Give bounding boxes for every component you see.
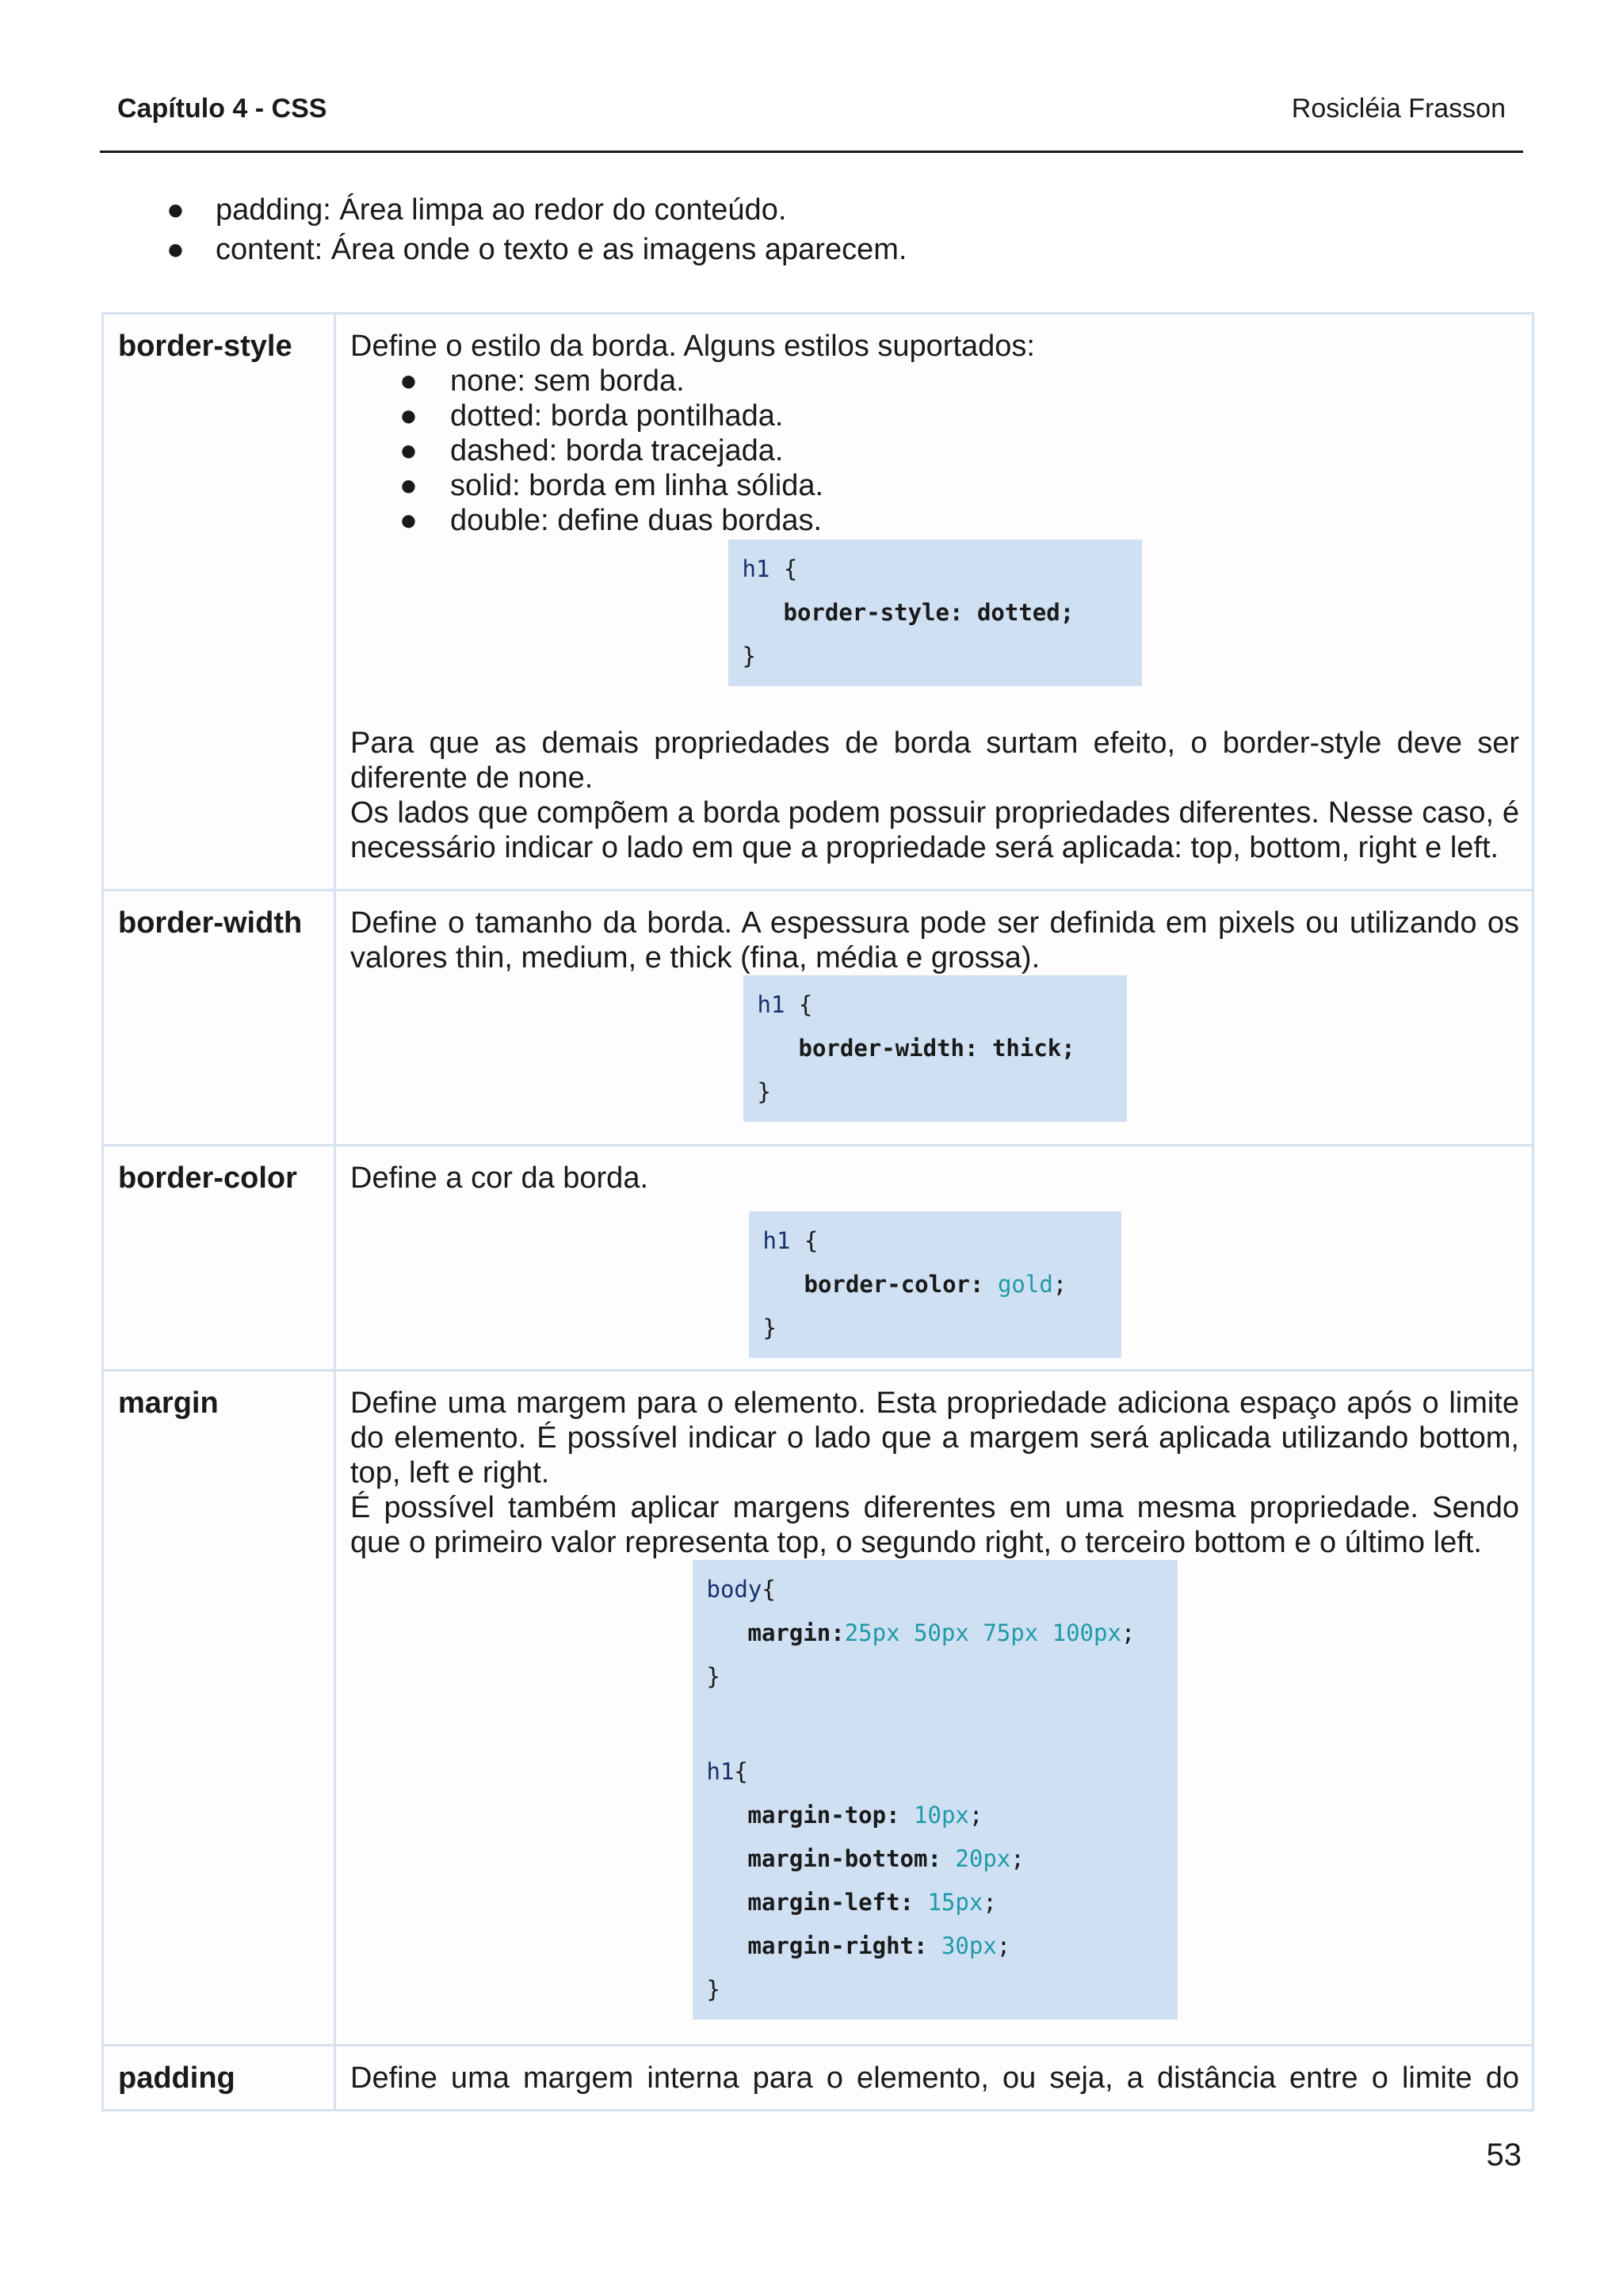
table-row xyxy=(103,891,1533,1146)
bullet-icon: ● xyxy=(399,364,418,398)
chapter-title: Capítulo 4 - CSS xyxy=(117,93,327,124)
description-lead: Define a cor da borda. xyxy=(350,1161,649,1195)
page-header xyxy=(117,93,1506,133)
bullet-icon: ● xyxy=(166,233,185,266)
list-item: ● dotted: borda pontilhada. xyxy=(399,399,784,433)
list-item: ● dashed: borda tracejada. xyxy=(399,434,784,467)
description-cell xyxy=(335,1371,1533,2046)
description-paragraph: É possível também aplicar margens diferentes em uma mesma propriedade. Sendo que o primeiro valor representa top, o segundo right, o terceiro bottom e o último left. xyxy=(350,1491,1519,1559)
list-item: ● none: sem borda. xyxy=(399,364,685,398)
bullet-icon: ● xyxy=(166,193,185,227)
bullet-icon: ● xyxy=(399,504,418,537)
list-item: ● double: define duas bordas. xyxy=(399,504,823,537)
code-block: h1 { border-color: gold; } xyxy=(749,1211,1121,1358)
header-divider xyxy=(100,151,1523,153)
term-cell: border-color xyxy=(103,1146,335,1371)
description-cell xyxy=(335,891,1533,1146)
code-block: h1 { border-width: thick; } xyxy=(743,975,1127,1122)
description-lead: Define o tamanho da borda. A espessura pode ser definida em pixels ou utilizando os valores thin, medium, e thick (fina, média e grossa). xyxy=(350,906,1519,974)
page-number: 53 xyxy=(1486,2138,1522,2172)
description-cell: Define uma margem interna para o elemento, ou seja, a distância entre o limite do xyxy=(335,2046,1533,2111)
bullet-icon: ● xyxy=(399,399,418,433)
term-cell: border-width xyxy=(103,891,335,1146)
list-item: ● content: Área onde o texto e as imagens aparecem. xyxy=(166,230,907,269)
table-row xyxy=(103,314,1533,891)
term-cell: margin xyxy=(103,1371,335,2046)
description-cell xyxy=(335,314,1533,891)
term-cell: border-style xyxy=(103,314,335,891)
intro-list xyxy=(166,190,907,269)
author-name: Rosicléia Frasson xyxy=(1291,93,1506,124)
style-list xyxy=(399,364,1519,538)
description-paragraph: Os lados que compõem a borda podem possuir propriedades diferentes. Nesse caso, é necessário indicar o lado em que a propriedade será aplicada: top, bottom, right e left. xyxy=(350,796,1519,864)
bullet-icon: ● xyxy=(399,469,418,502)
description-paragraph: Define uma margem para o elemento. Esta propriedade adiciona espaço após o limite do elemento. É possível indicar o lado que a margem será aplicada utilizando bottom, top, left e right. xyxy=(350,1386,1519,1489)
bullet-icon: ● xyxy=(399,434,418,467)
properties-table xyxy=(101,312,1534,2111)
table-row xyxy=(103,2046,1533,2111)
code-block: h1 { border-style: dotted; } xyxy=(728,540,1142,686)
description-paragraph: Para que as demais propriedades de borda surtam efeito, o border-style deve ser diferente de none. xyxy=(350,727,1519,795)
list-item: ● padding: Área limpa ao redor do conteúdo. xyxy=(166,190,907,230)
code-block: body{ margin:25px 50px 75px 100px; } h1{ margin-top: 10px; margin-bottom: 20px; margin-left: 15px; margin-right: 30px; } xyxy=(693,1560,1178,2019)
term-cell: padding xyxy=(103,2046,335,2111)
table-row xyxy=(103,1146,1533,1371)
description-cell xyxy=(335,1146,1533,1371)
description-lead: Define o estilo da borda. Alguns estilos suportados: xyxy=(350,330,1035,363)
list-item: ● solid: borda em linha sólida. xyxy=(399,469,824,502)
table-row xyxy=(103,1371,1533,2046)
